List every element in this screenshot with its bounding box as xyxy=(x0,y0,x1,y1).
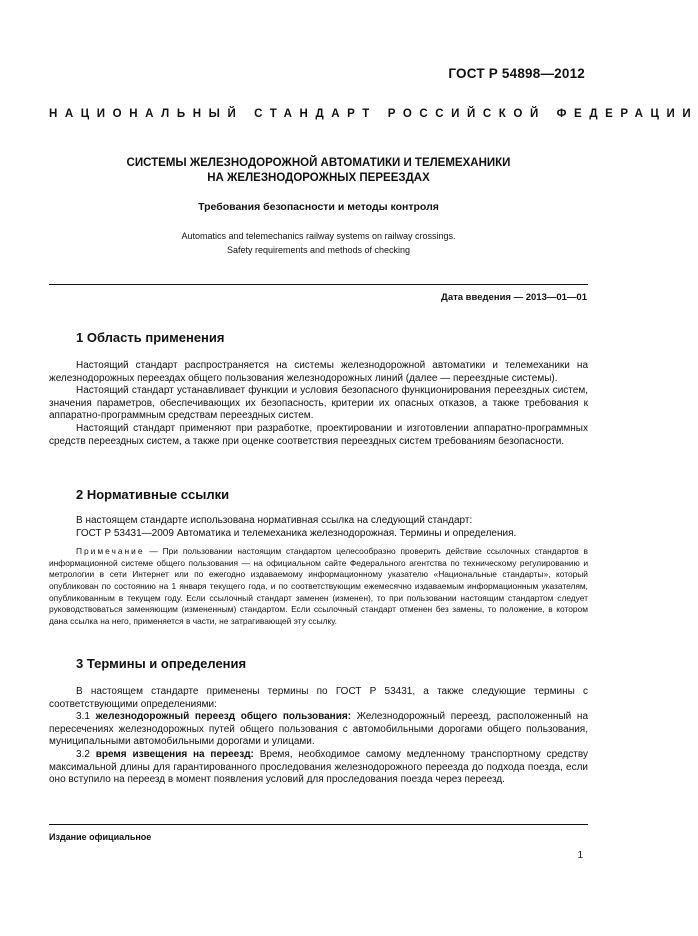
title-line-2: НА ЖЕЛЕЗНОДОРОЖНЫХ ПЕРЕЕЗДАХ xyxy=(207,172,430,184)
term-3-2 xyxy=(49,749,588,787)
section-3-heading: 3 Термины и определения xyxy=(76,656,247,671)
term-3-2-number: 3.2 xyxy=(76,748,96,760)
section-3-paragraph-1: В настоящем стандарте применены термины по ГОСТ Р 53431, а также следующие термины с соответствующими определениями: xyxy=(49,686,588,710)
standard-number: ГОСТ Р 54898—2012 xyxy=(448,66,585,81)
section-1-paragraph-3: Настоящий стандарт применяют при разработке, проектировании и изготовлении аппаратно-программных средств переездных систем, а также при оценке соответствия переездных систем требованиям безопасности. xyxy=(49,422,588,447)
official-edition-label: Издание официальное xyxy=(49,832,152,842)
section-3-body xyxy=(49,686,588,787)
note-text: — При пользовании настоящим стандартом целесообразно проверить действие ссылочных стандартов в информационной системе общего пользования — на официальном сайте Федерального агентства по техническому регулированию и метрологии в сети Интернет или по ежегодно издаваемому информационному указателю «Национальные стандарты», который опубликован по состоянию на 1 января текущего года, и по соответствующим ежемесячно издаваемым информационным указателям, опубликованным в текущем году. Если ссылочный стандарт заменен (изменен), то при пользовании настоящим стандартом следует руководствоваться заменяющим (измененным) стандартом. Если ссылочный стандарт отменен без замены, то положение, в котором дана ссылка на него, применяется в части, не затрагивающей эту ссылку. xyxy=(49,546,588,626)
document-title xyxy=(49,156,588,186)
section-2-paragraph-2: ГОСТ Р 53431—2009 Автоматика и телемеханика железнодорожная. Термины и определения. xyxy=(76,527,517,539)
page-number: 1 xyxy=(577,850,583,861)
section-2-heading: 2 Нормативные ссылки xyxy=(76,487,230,502)
term-3-1-number: 3.1 xyxy=(76,711,96,723)
term-3-1 xyxy=(49,711,588,749)
section-1-paragraph-2: Настоящий стандарт устанавливает функции и условия безопасного функционирования переездных систем, значения параметров, обеспечивающих их безопасность, критерии их опасных отказов, а также требования к аппаратно-программным средствам переездных систем. xyxy=(49,385,588,422)
bottom-divider xyxy=(49,824,588,825)
title-line-1: СИСТЕМЫ ЖЕЛЕЗНОДОРОЖНОЙ АВТОМАТИКИ И ТЕЛЕМЕХАНИКИ xyxy=(126,157,511,169)
document-subtitle: Требования безопасности и методы контроля xyxy=(198,201,439,213)
term-3-2-definition: Время, необходимое самому медленному транспортному средству максимальной длины для гарантированного проследования железнодорожного переезда до подхода поезда, если оно вступило на переезд в момент появления условий для проследования поезда через переезд. xyxy=(49,748,588,786)
national-standard-banner: НАЦИОНАЛЬНЫЙ СТАНДАРТ РОССИЙСКОЙ ФЕДЕРАЦИИ xyxy=(49,108,698,120)
english-title-line-1: Automatics and telemechanics railway systems on railway crossings. xyxy=(181,231,456,241)
term-3-2-term: время извещения на переезд: xyxy=(95,748,254,760)
section-2-body xyxy=(49,515,588,627)
english-title-line-2: Safety requirements and methods of checking xyxy=(226,245,411,255)
section-1-paragraph-1: Настоящий стандарт распространяется на системы железнодорожной автоматики и телемеханики на железнодорожных переездах общего пользования железнодорожных линий (далее — переездные системы). xyxy=(49,360,588,384)
term-3-1-definition: Железнодорожный переезд, расположенный на пересечениях железнодорожных путей общего пользования с автомобильными дорогами общего пользования, муниципальными автомобильными дорогами и улицами. xyxy=(49,711,589,748)
section-1-body xyxy=(49,360,588,448)
term-3-1-term: железнодорожный переезд общего пользования: xyxy=(95,711,352,723)
introduction-date: Дата введения — 2013—01—01 xyxy=(441,292,587,303)
section-2-paragraph-1: В настоящем стандарте использована нормативная ссылка на следующий стандарт: xyxy=(76,515,473,526)
section-1-heading: 1 Область применения xyxy=(76,330,225,345)
section-2-note xyxy=(49,546,588,627)
note-label: Примечание xyxy=(76,546,145,557)
english-title xyxy=(49,229,588,257)
top-divider xyxy=(49,284,588,285)
